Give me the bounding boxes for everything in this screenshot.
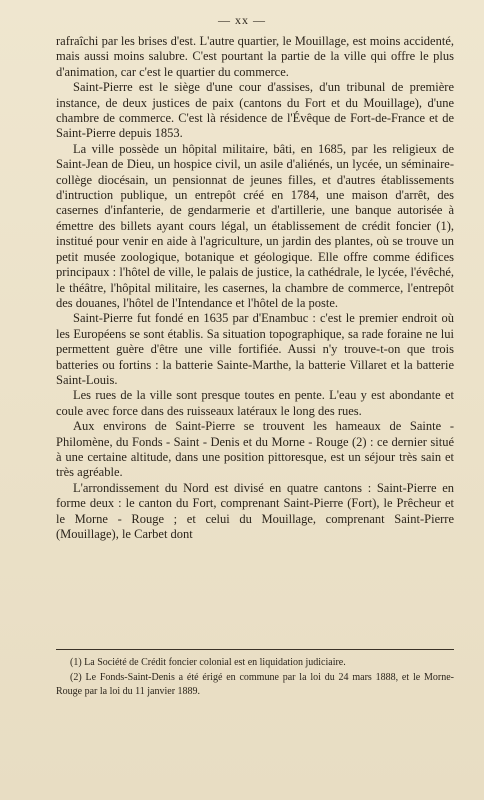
paragraph: La ville possède un hôpital militaire, bâti, en 1685, par les religieux de Saint-Jean de Dieu, un hospice civil, un asile d'aliénés, un lycée, un séminaire-collège diocésain, un pensionnat de jeunes filles, et d'autres établissements d'intruction publique, un entrepôt créé en 1784, une maison d'arrêt, des casernes d'infanterie, de gendarmerie et d'artillerie, une banque autorisée à émettre des billets ayant cours légal, un établissement de crédit foncier (1), institué pour venir en aide à l'agriculture, un jardin des plantes, où se trouve un petit musée zoologique, botanique et géologique. Elle offre comme édifices principaux : l'hôtel de ville, le palais de justice, la cathédrale, le lycée, l'évêché, le théâtre, l'hôpital militaire, les casernes, la chambre de commerce, l'entrepôt des douanes, l'hôtel de l'Intendance et l'hôtel de la poste. (56, 141, 454, 310)
footnote-divider (56, 649, 454, 650)
footnotes (56, 656, 454, 700)
paragraph: Aux environs de Saint-Pierre se trouvent les hameaux de Sainte - Philomène, du Fonds - Saint - Denis et du Morne - Rouge (2) : ce dernier situé à une certaine altitude, dans une position pittoresque, est un séjour très sain et très agréable. (56, 419, 454, 480)
paragraph: Les rues de la ville sont presque toutes en pente. L'eau y est abondante et coule avec force dans des ruisseaux latéraux le long des rues. (56, 388, 454, 418)
footnote: (2) Le Fonds-Saint-Denis a été érigé en commune par la loi du 24 mars 1888, et le Morne-Rouge par la loi du 11 janvier 1889. (56, 671, 454, 698)
paragraph: Saint-Pierre fut fondé en 1635 par d'Enambuc : c'est le premier endroit où les Européens se sont établis. Sa situation topographique, sa rade foraine ne lui permettent guère d'être une ville fortifiée. Aussi n'y trouve-t-on que trois batteries ou fortins : la batterie Sainte-Marthe, la batterie Villaret et la batterie Saint-Louis. (56, 311, 454, 387)
paragraph: L'arrondissement du Nord est divisé en quatre cantons : Saint-Pierre en forme deux : le canton du Fort, comprenant Saint-Pierre (Fort), le Prêcheur et le Morne - Rouge ; et celui du Mouillage, comprenant Saint-Pierre (Mouillage), le Carbet dont (56, 480, 454, 541)
footnote: (1) La Société de Crédit foncier colonial est en liquidation judiciaire. (70, 657, 346, 668)
paragraph: rafraîchi par les brises d'est. L'autre quartier, le Mouillage, est moins accidenté, mais aussi moins salubre. C'est pourtant la partie de la ville qui offre le plus d'animation, car c'est le quartier du commerce. (56, 34, 454, 79)
body-text (56, 34, 454, 542)
page-number: — xx — (218, 13, 266, 27)
paragraph: Saint-Pierre est le siège d'une cour d'assises, d'un tribunal de première instance, de deux justices de paix (cantons du Fort et du Mouillage), d'une chambre de commerce. C'est là résidence de l'Évêque de Fort-de-France et de Saint-Pierre depuis 1853. (56, 80, 454, 141)
